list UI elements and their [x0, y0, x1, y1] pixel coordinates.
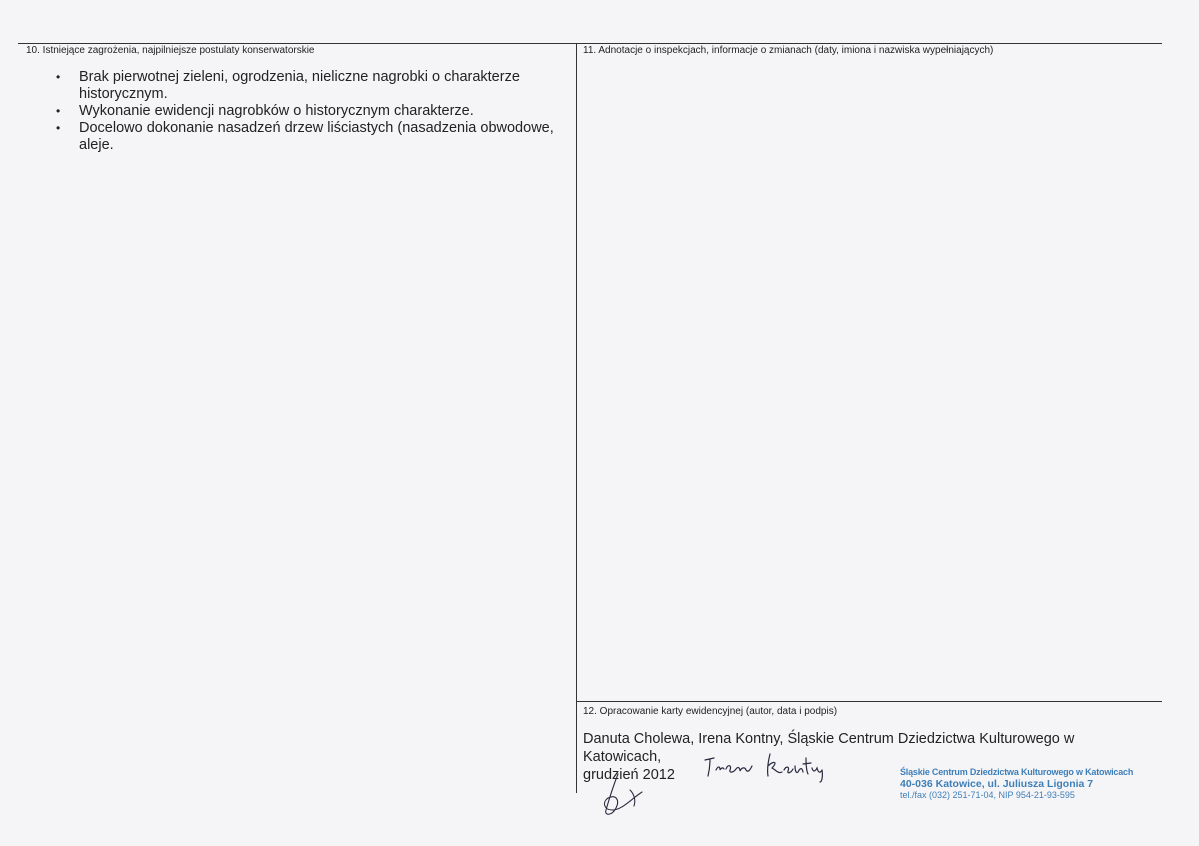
- stamp-line: 40-036 Katowice, ul. Juliusza Ligonia 7: [900, 778, 1094, 790]
- authors-line: Danuta Cholewa, Irena Kontny, Śląskie Centrum Dziedzictwa Kulturowego w Katowicach,: [583, 731, 1075, 765]
- list-item: • Docelowo dokonanie nasadzeń drzew liściastych (nasadzenia obwodowe, aleje.: [50, 120, 560, 154]
- section-10-label: 10. Istniejące zagrożenia, najpilniejsze postulaty konserwatorskie: [26, 45, 315, 56]
- stamp-line: Śląskie Centrum Dziedzictwa Kulturowego w Katowicach: [900, 767, 1134, 777]
- section-11-label: 11. Adnotacje o inspekcjach, informacje o zmianach (daty, imiona i nazwiska wypełniających): [583, 45, 994, 56]
- section-12-border: [576, 701, 1162, 702]
- handwritten-signature: [700, 748, 840, 784]
- conservation-postulates-list: [50, 69, 560, 154]
- initial-signature: [590, 770, 660, 820]
- table-top-border: [18, 43, 1162, 44]
- list-item: • Wykonanie ewidencji nagrobków o historycznym charakterze.: [50, 103, 560, 120]
- column-divider: [576, 43, 577, 793]
- institution-stamp: [900, 767, 1134, 801]
- authors-date: grudzień 2012: [583, 767, 675, 783]
- stamp-line: tel./fax (032) 251-71-04, NIP 954-21-93-595: [900, 790, 1075, 800]
- list-item: • Brak pierwotnej zieleni, ogrodzenia, nieliczne nagrobki o charakterze historycznym.: [50, 69, 560, 103]
- section-12-label: 12. Opracowanie karty ewidencyjnej (autor, data i podpis): [583, 706, 838, 717]
